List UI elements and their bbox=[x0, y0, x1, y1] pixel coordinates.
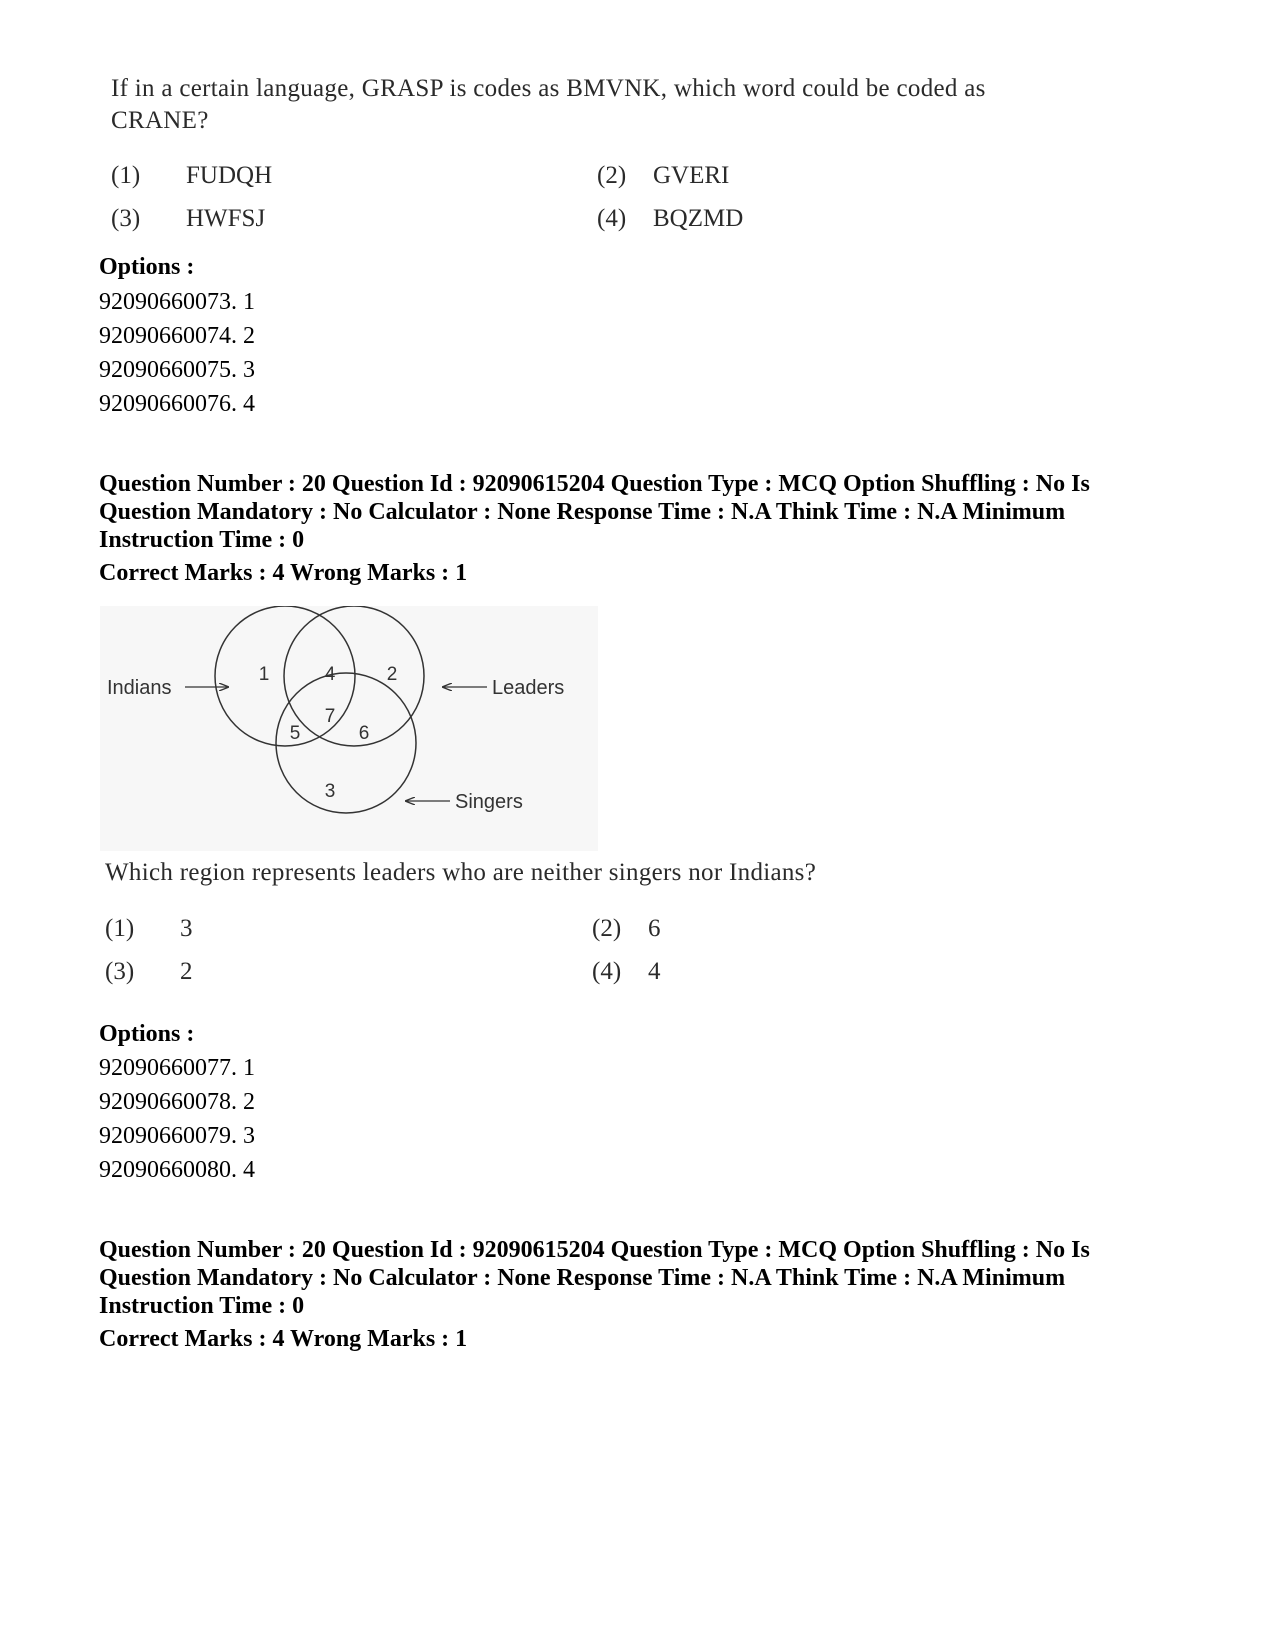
choice-number: (1) bbox=[105, 915, 135, 942]
option-id: 92090660079. 3 bbox=[99, 1123, 255, 1149]
choice-text: BQZMD bbox=[653, 205, 744, 232]
choice-text: 2 bbox=[180, 958, 193, 985]
choice-text: 6 bbox=[648, 915, 661, 942]
choice-number: (4) bbox=[597, 205, 627, 232]
region-2-label: 2 bbox=[386, 664, 398, 685]
region-3-label: 3 bbox=[324, 781, 336, 802]
choice-3 bbox=[105, 956, 193, 988]
leaders-circle bbox=[284, 606, 424, 746]
question-meta bbox=[99, 470, 1199, 554]
option-id: 92090660077. 1 bbox=[99, 1055, 255, 1081]
region-7-label: 7 bbox=[324, 706, 336, 727]
choice-text: 4 bbox=[648, 958, 661, 985]
question-meta-line: Question Mandatory : No Calculator : None Response Time : N.A Think Time : N.A Minimum bbox=[99, 1265, 1066, 1291]
marks-info: Correct Marks : 4 Wrong Marks : 1 bbox=[99, 560, 468, 586]
options-label: Options : bbox=[99, 254, 195, 280]
choice-number: (3) bbox=[105, 958, 135, 985]
choice-number: (1) bbox=[111, 162, 141, 189]
region-1-label: 1 bbox=[258, 664, 270, 685]
question-meta-line: Question Number : 20 Question Id : 92090615204 Question Type : MCQ Option Shuffling : No Is bbox=[99, 471, 1090, 497]
choice-1 bbox=[111, 160, 273, 192]
choice-4 bbox=[597, 203, 744, 235]
choice-1 bbox=[105, 913, 193, 945]
region-4-label: 4 bbox=[324, 664, 336, 685]
choice-number: (3) bbox=[111, 205, 141, 232]
choice-3 bbox=[111, 203, 266, 235]
region-5-label: 5 bbox=[289, 723, 301, 744]
choice-text: HWFSJ bbox=[186, 205, 266, 232]
indians-label: Indians bbox=[107, 677, 172, 699]
question-text-line-1: If in a certain language, GRASP is codes as BMVNK, which word could be coded as bbox=[111, 75, 986, 102]
option-id: 92090660075. 3 bbox=[99, 357, 255, 383]
marks-info: Correct Marks : 4 Wrong Marks : 1 bbox=[99, 1326, 468, 1352]
choice-2 bbox=[597, 160, 730, 192]
option-id: 92090660080. 4 bbox=[99, 1157, 255, 1183]
option-id: 92090660078. 2 bbox=[99, 1089, 255, 1115]
choice-text: FUDQH bbox=[186, 162, 273, 189]
region-6-label: 6 bbox=[358, 723, 370, 744]
choice-4 bbox=[592, 956, 661, 988]
question-text-line-2: CRANE? bbox=[111, 107, 209, 134]
question-meta bbox=[99, 1236, 1199, 1320]
choice-text: GVERI bbox=[653, 162, 730, 189]
question-text: Which region represents leaders who are neither singers nor Indians? bbox=[105, 859, 817, 886]
choice-number: (2) bbox=[597, 162, 627, 189]
choice-text: 3 bbox=[180, 915, 193, 942]
option-id: 92090660076. 4 bbox=[99, 391, 255, 417]
venn-diagram bbox=[100, 606, 598, 851]
question-meta-line: Instruction Time : 0 bbox=[99, 527, 305, 553]
singers-label: Singers bbox=[455, 791, 523, 813]
leaders-label: Leaders bbox=[492, 677, 565, 699]
option-id: 92090660074. 2 bbox=[99, 323, 255, 349]
question-meta-line: Instruction Time : 0 bbox=[99, 1293, 305, 1319]
choice-2 bbox=[592, 913, 661, 945]
question-meta-line: Question Mandatory : No Calculator : None Response Time : N.A Think Time : N.A Minimum bbox=[99, 499, 1066, 525]
option-id: 92090660073. 1 bbox=[99, 289, 255, 315]
choice-number: (4) bbox=[592, 958, 622, 985]
options-label: Options : bbox=[99, 1021, 195, 1047]
choice-number: (2) bbox=[592, 915, 622, 942]
question-meta-line: Question Number : 20 Question Id : 92090615204 Question Type : MCQ Option Shuffling : No Is bbox=[99, 1237, 1090, 1263]
